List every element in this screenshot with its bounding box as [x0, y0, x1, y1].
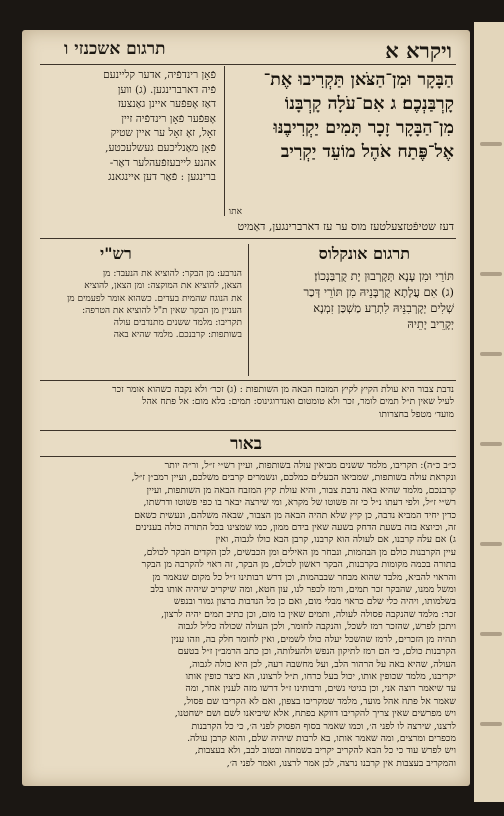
yiddish-line: פֿאָן מאַנליכעם געשלעכטע,	[105, 141, 216, 154]
biur-line: ומשל ממנו, שהבקר זכר תמים, ורמז לכפר לנו, עון חטא, ומה שיקריב שיהיה אותו בלב	[150, 584, 456, 596]
facing-page-text-fragment	[480, 632, 502, 636]
facing-page-text-fragment	[480, 352, 502, 356]
facing-page-edge	[474, 22, 504, 802]
biur-line: מכפרים ומרצים, ומה שאמר אותו, בא לרבות שיהיה שלם, והוא קרבן עולה.	[187, 732, 456, 744]
biur-line: ויש לפרש עוד כי כל הבא להקריב יקריב בשמחה ובטוב לבב, ולא בעצבות,	[194, 745, 456, 757]
catchword: אתו	[228, 207, 242, 217]
facing-page-text-fragment	[480, 722, 502, 726]
facing-page-text-fragment	[480, 272, 502, 276]
book-chapter-heading: ויקרא א	[385, 38, 452, 63]
verse-line: מִן־הַבָּקָר זָכָר תָּמִים יַקְרִיבֶנּוּ	[273, 118, 454, 138]
biur-line: ג) אם עלה קרבנו, אם לעולה הוא קרבנו, קרבן הבא כולו לגבוה, ואין	[215, 534, 456, 546]
biur-line: העולה, שהיא באה על הרהור הלב, ועל מחשבה רעה, לכן היא כולה לגבוה,	[189, 658, 456, 670]
biur-line: לרצנו, שירצה לו לפני ה׳, וכמו שאמר בסוף הפסוק לפני ה׳, כי כל הקרבנות	[191, 720, 456, 732]
verse-text	[222, 68, 454, 164]
section-rule	[40, 380, 456, 381]
facing-page-text-fragment	[480, 542, 502, 546]
rashi-line: הצאן, להוציא את המוקצה: ומן הצאן, להוציא	[84, 281, 242, 292]
yiddish-line: פֿאָן רינדפֿיה, אדער קליינעם	[103, 69, 216, 81]
biur-line: עיין הקרבנות כולם מן הבהמות, ונבחר מן האילים ומן הכבשים, לכן הקדים הבקר לכולם,	[143, 546, 456, 558]
biur-line: הקרבנות כולם, כי הם רמז לתיקון הנפש ולהעלותה, וכן כתב הרמב״ן ז״ל בטעם	[177, 646, 456, 658]
biur-line: ונקראת עולה בשותפות, שמביאו הבעלים כמלכם, ונשמרים קרבים משלכם, ועיין רמב״ן ז״ל,	[131, 472, 456, 484]
yiddish-translation	[44, 68, 216, 185]
biur-commentary	[42, 460, 456, 782]
onkelos-line: יְקָרֵיב יָתֵיהּ	[407, 317, 454, 331]
yiddish-line: פֿיה דארברינגען. (ג) ווען	[117, 83, 216, 96]
biur-line: כדין יחיד המביא נדבה, כן קיץ שלא תהיה הבאה מן הצבור, שבאה משלהם, ונעשית כשאם	[134, 509, 456, 521]
biur-line: תהיה מן הזכרים, לרמז שהשכל יעלה כולו לשמים, ואין לחומר חלק בה, וזהו ענין	[171, 633, 456, 645]
rashi-line: בשותפות: קרבנכם. מלמד שהיא באה	[113, 330, 242, 341]
yiddish-line: ברינגען : פֿאַר דען איינגאנג	[108, 171, 216, 184]
onkelos-text	[250, 268, 454, 332]
rashi-title: רש"י	[100, 244, 132, 263]
header-rule	[40, 64, 456, 65]
onkelos-line: שְׁלִים יְקָרְבִנֵּיהּ לִתְרַע מַשְׁכַּן זִמְנָא	[313, 301, 454, 315]
yiddish-line: אָפּפֿער פֿאָן רינדפֿיה זיין	[121, 112, 216, 125]
yiddish-continuation: דעז שטיפֿטזצעלטעז מוס ער עז דארברינגען, דאַמיט	[237, 220, 454, 233]
onkelos-title: תרגום אונקלוס	[318, 244, 410, 263]
onkelos-line: (ג) אִם עֲלָתָא קֻרְבָּנֵיהּ מִן תּוֹרֵי דְּכַר	[303, 285, 454, 299]
facing-page-text-fragment	[480, 142, 502, 146]
yiddish-line: דאַז אָפּפֿער איינן גאַנצעז	[117, 98, 216, 111]
running-title: תרגום אשכנזי ו	[64, 39, 166, 59]
rashi-continuation-line: לעיל שאין ת״ל תמים לומר, זכר ולא טומטום ואנדרוגינוס: תמים: בלא מום: אל פתח אהל	[142, 396, 454, 408]
rashi-line: תקריבו: מלמד ששנים מתנדבים עולה	[113, 318, 242, 329]
book-page	[22, 30, 470, 786]
verse-line: אֶל־פֶּתַח אֹהֶל מוֹעֵד יַקְרִיב	[280, 142, 454, 162]
verse-line: הַבָּקָר וּמִן־הַצֹּאן תַּקְרִיבוּ אֶת־	[263, 70, 454, 90]
rashi-continuation-line: מועד׳ מטפל בחצרותו	[379, 408, 454, 420]
biur-line: בתורה בכמה מקומות בקרבנות, הבקר ראשון לכולם, מן הבקר, זה ראוי להקרבה מן הבקר	[141, 559, 456, 571]
rashi-text	[44, 268, 242, 342]
section-rule	[40, 430, 456, 431]
yiddish-line: זאָל, זאָ זאָל ער איין שטיק	[110, 127, 216, 140]
section-rule	[40, 238, 456, 239]
biur-line: עד שיאמר רוצה אני, וכן בגיטי נשים, ורבותינו ז״ל דרשו מזה לענין אחר, ומה	[185, 683, 456, 695]
biur-line: קרבנכם, מלמד שהיא באה נדבת צבור, והיא עולת קיץ המזבח הבאה מן השותפות, ועיין	[146, 484, 456, 496]
section-rule	[40, 456, 456, 457]
biur-line: ויש מפרשים שאין צריך להקריבו דווקא בפתח, אלא שיביאנו לשם ושם ישחטנו,	[174, 708, 456, 720]
yiddish-line: אהנע לייבעזפֿעהלער דאַר-	[109, 156, 216, 169]
rashi-line: העניין מן הבקר שאין ת"ל להוציא את הטרפה:	[82, 305, 242, 316]
biur-title: באור	[230, 434, 262, 454]
biur-line: כ״ב כ״ה): תקריבו, מלמד ששנים מביאין עולה בשותפות, ועיין רש״י ז״ל, ור״ה יותר	[164, 460, 456, 471]
biur-line: ויתכן לפרש, שהזכר רמז לשכל, והנקבה לחומר, ולכן העולה שכולה כליל לגבוה	[178, 621, 456, 633]
rashi-line: את הנוגח שהמית בעדים. כשהוא אומר לפעמים מן	[66, 293, 242, 304]
onkelos-line: תּוֹרֵי וּמִן עָנָא תְּקָרְבוּן יָת קֻרְבַּנְכוֹן׃	[314, 269, 454, 283]
biur-line: זכר: מלמד שהנקבה פסולה לעולה, ותמים שאין בו מום, וכן כתיב תמים יהיה לרצון,	[161, 608, 456, 620]
rashi-line: הנרבע: מן הבקר: להוציא את הנעבד: מן	[102, 269, 242, 279]
biur-line: והמקריב בעצבות אין קרבנו נרצה, לכן אמר לרצנו, ואמר לפני ה׳,	[226, 757, 456, 769]
verse-line: קָרְבַּנְכֶם׃ ג אִם־עֹלָה קָרְבָּנוֹ	[284, 94, 454, 114]
biur-line: והראוי להביא, מלבד שהוא מבחר שבבהמות, וכן דרש רבותינו ז״ל כל מקום שנאמר מן	[152, 571, 456, 583]
rashi-continuation-line: נדבת צבור היא עולת הקיץ לקיץ המזבח הבאה מן השותפות : (ג) זכר׳ ולא נקבה כשהוא אומר זכר	[112, 384, 454, 395]
biur-line: זה, וכיוצא בזה בשעת הדחק בשעה שאין בידם ממון, כמו שמצינו בכל התורה כולה בענינים	[135, 522, 456, 534]
biur-line: בשלמותו, ויהיה כלי שלם כראוי מבלי מום, ואם כן כל הנדבות ברצון גמור ובנפש	[173, 596, 456, 608]
rashi-continuation	[44, 384, 454, 421]
facing-page-text-fragment	[480, 442, 502, 446]
biur-line: רש״י ז״ל, ולפי דעתו נ״ל כי זה פשוטו של מקרא, ומי שירצה יבאר בו כפי פשוטו ודרשתו,	[143, 497, 456, 509]
biur-line: שאמר אל פתח אהל מועד, מלמד שמקריבו בצפון, ואם לא הקריבו שם פסול,	[183, 695, 456, 707]
biur-line: יקריבנו, מלמד שכופין אותו, יכול בעל כרחו, ת״ל לרצונו, הא כיצד כופין אותו	[185, 670, 456, 682]
column-divider	[248, 244, 249, 376]
